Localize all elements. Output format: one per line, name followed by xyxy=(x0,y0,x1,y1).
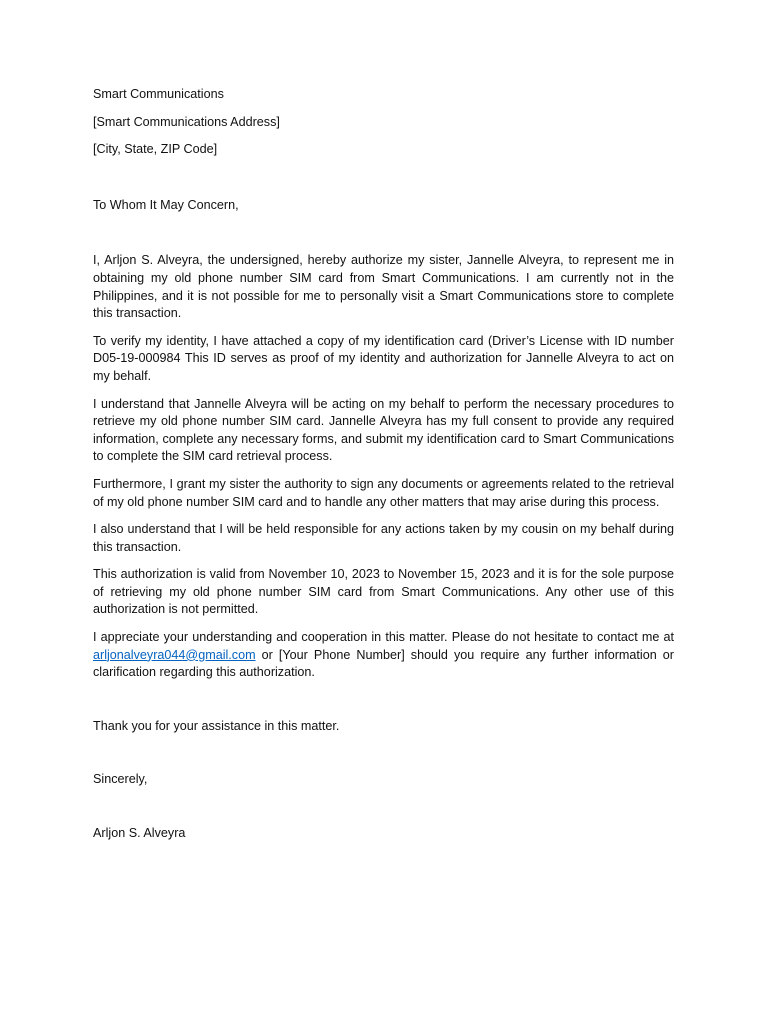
contact-text-before: I appreciate your understanding and cooperation in this matter. Please do not hesitate to contact me at xyxy=(93,630,674,645)
recipient-city-state-zip: [City, State, ZIP Code] xyxy=(93,142,218,157)
thanks-line: Thank you for your assistance in this matter. xyxy=(93,718,340,733)
closing: Sincerely, xyxy=(93,772,148,787)
paragraph-authorization: I, Arljon S. Alveyra, the undersigned, hereby authorize my sister, Jannelle Alveyra, to represent me in obtaining my old phone number SIM card from Smart Communications. I am currently not in the Philippines, and it is not possible for me to personally visit a Smart Communications store to complete this transaction. xyxy=(93,253,674,321)
salutation: To Whom It May Concern, xyxy=(93,197,239,212)
recipient-company: Smart Communications xyxy=(93,87,224,101)
paragraph-responsibility: I also understand that I will be held responsible for any actions taken by my cousin on my behalf during this transaction. xyxy=(93,522,674,554)
paragraph-identity: To verify my identity, I have attached a copy of my identification card (Driver’s License with ID number D05-19-000984 This ID serves as proof of my identity and authorization for Jannelle Alveyra to act on my behalf. xyxy=(93,333,674,383)
signature-name: Arljon S. Alveyra xyxy=(93,826,186,841)
paragraph-authority: Furthermore, I grant my sister the authority to sign any documents or agreements related to the retrieval of my old phone number SIM card and to handle any other matters that may arise during this process. xyxy=(93,476,674,509)
email-link[interactable]: arljonalveyra044@gmail.com xyxy=(93,647,256,662)
paragraph-validity: This authorization is valid from November 10, 2023 to November 15, 2023 and it is for the sole purpose of retrieving my old phone number SIM card from Smart Communications. Any other use of this authorization is not permitted. xyxy=(93,567,674,617)
contact-text-after: or [Your Phone Number] should you require any further information or clarification regarding this authorization. xyxy=(93,647,674,680)
recipient-address: [Smart Communications Address] xyxy=(93,114,280,129)
paragraph-contact xyxy=(93,629,674,682)
paragraph-consent: I understand that Jannelle Alveyra will be acting on my behalf to perform the necessary procedures to retrieve my old phone number SIM card. Jannelle Alveyra has my full consent to provide any required information, complete any necessary forms, and submit my identification card to Smart Communications to complete the SIM card retrieval process. xyxy=(93,396,674,464)
letter-body xyxy=(93,86,674,853)
